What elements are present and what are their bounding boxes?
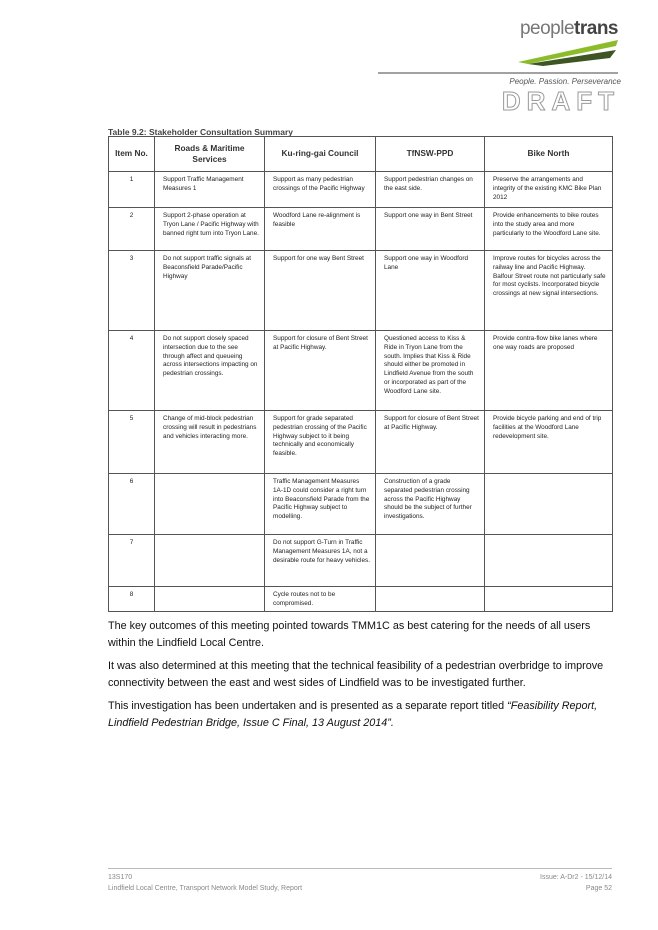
table-cell: Do not support traffic signals at Beaconsfield Parade/Pacific Highway — [155, 251, 265, 331]
logo-text-light: people — [519, 18, 575, 39]
table-row — [109, 172, 613, 208]
table-cell: Preserve the arrangements and integrity of the existing KMC Bike Plan 2012 — [485, 172, 613, 208]
table-row — [109, 587, 613, 612]
table-cell — [155, 535, 265, 587]
table-cell: Support as many pedestrian crossings of the Pacific Highway — [265, 172, 376, 208]
table-cell: 5 — [109, 411, 155, 474]
table-row — [109, 251, 613, 331]
table-cell: Provide enhancements to bike routes into the study area and more particularly to the Woodford Lane site. — [485, 208, 613, 251]
table-cell: Support for one way Bent Street — [265, 251, 376, 331]
body-paragraph: The key outcomes of this meeting pointed towards TMM1C as best catering for the needs of all users within the Lindfield Local Centre. — [108, 620, 591, 650]
header-council: Ku-ring-gai Council — [265, 137, 376, 172]
table-cell — [376, 535, 485, 587]
table-cell: Cycle routes not to be compromised. — [265, 587, 376, 612]
table-cell: Support one way in Woodford Lane — [376, 251, 485, 331]
table-cell — [155, 587, 265, 612]
table-row — [109, 331, 613, 411]
header-tfnsw: TfNSW-PPD — [376, 137, 485, 172]
footer-page-number: Page 52 — [585, 885, 612, 892]
table-row — [109, 208, 613, 251]
table-cell: Provide contra-flow bike lanes where one way roads are proposed — [485, 331, 613, 411]
table-cell: 7 — [109, 535, 155, 587]
footer-issue: Issue: A-Dr2 - 15/12/14 — [540, 874, 612, 881]
stakeholder-table — [108, 136, 613, 612]
table-cell — [376, 587, 485, 612]
table-cell: Construction of a grade separated pedestrian crossing across the Pacific Highway should be the subject of further investigations. — [376, 474, 485, 535]
table-row — [109, 535, 613, 587]
table-cell: Traffic Management Measures 1A-1D could consider a right turn into Beaconsfield Parade from the Pacific Highway subject to modelling. — [265, 474, 376, 535]
table-cell: 4 — [109, 331, 155, 411]
footer-divider — [108, 868, 612, 869]
table-cell: Do not support G-Turn in Traffic Management Measures 1A, not a desirable route for heavy vehicles. — [265, 535, 376, 587]
table-cell: Woodford Lane re-alignment is feasible — [265, 208, 376, 251]
logo-wordmark — [520, 18, 618, 40]
table-cell: 8 — [109, 587, 155, 612]
table-cell: Support 2-phase operation at Tryon Lane / Pacific Highway with banned right turn into Tryon Lane. — [155, 208, 265, 251]
footer-report-title: Lindfield Local Centre, Transport Network Model Study, Report — [108, 885, 303, 892]
table-cell: Improve routes for bicycles across the railway line and Pacific Highway. Balfour Street route not particularly safe for most cyclists. Incorporated bicycle crossings at new signal intersections. — [485, 251, 613, 331]
table-cell: Do not support closely spaced intersection due to the see through affect and queueing across intersections impacting on pedestrian crossings. — [155, 331, 265, 411]
table-cell: Questioned access to Kiss & Ride in Tryon Lane from the south. Implies that Kiss & Ride should either be promoted in Lindfield Avenue from the south or incorporated as part of the Woodford Lane site. — [376, 331, 485, 411]
draft-watermark: DRAFT — [501, 86, 620, 116]
table-cell: Support for closure of Bent Street at Pacific Highway. — [265, 331, 376, 411]
table-header-row — [109, 137, 613, 172]
table-cell: Change of mid-block pedestrian crossing will result in pedestrians and vehicles interacting more. — [155, 411, 265, 474]
header-item-no: Item No. — [109, 137, 155, 172]
table-cell: 2 — [109, 208, 155, 251]
table-cell — [485, 474, 613, 535]
table-cell: Support pedestrian changes on the east side. — [376, 172, 485, 208]
footer-job-number: 13S170 — [108, 874, 133, 881]
table-row — [109, 474, 613, 535]
table-cell — [485, 587, 613, 612]
table-row — [109, 411, 613, 474]
table-cell: Provide bicycle parking and end of trip facilities at the Woodford Lane redevelopment site. — [485, 411, 613, 474]
table-cell: 3 — [109, 251, 155, 331]
table-cell: Support Traffic Management Measures 1 — [155, 172, 265, 208]
body-paragraph: It was also determined at this meeting that the technical feasibility of a pedestrian overbridge to improve connectivity between the east and west sides of Lindfield was to be investigated further. — [108, 660, 604, 690]
header-rms: Roads & Maritime Services — [155, 137, 265, 172]
table-cell: 1 — [109, 172, 155, 208]
table-cell — [155, 474, 265, 535]
table-cell: Support one way in Bent Street — [376, 208, 485, 251]
table-cell: Support for closure of Bent Street at Pacific Highway. — [376, 411, 485, 474]
paragraph-text: This investigation has been undertaken and is presented as a separate report titled — [108, 700, 508, 712]
body-paragraph — [108, 698, 612, 733]
header-bike-north: Bike North — [485, 137, 613, 172]
table-cell: Support for grade separated pedestrian crossing of the Pacific Highway subject to it being technically and economically feasible. — [265, 411, 376, 474]
logo-text-bold: trans — [574, 18, 618, 39]
logo-tagline: People. Passion. Perseverance — [509, 77, 621, 86]
table-cell: 6 — [109, 474, 155, 535]
table-cell — [485, 535, 613, 587]
table-caption: Table 9.2: Stakeholder Consultation Summary — [108, 127, 293, 137]
report-reference: “Feasibility Report, Lindfield Pedestrian Bridge, Issue C Final, 13 August 2014”. — [108, 700, 598, 730]
